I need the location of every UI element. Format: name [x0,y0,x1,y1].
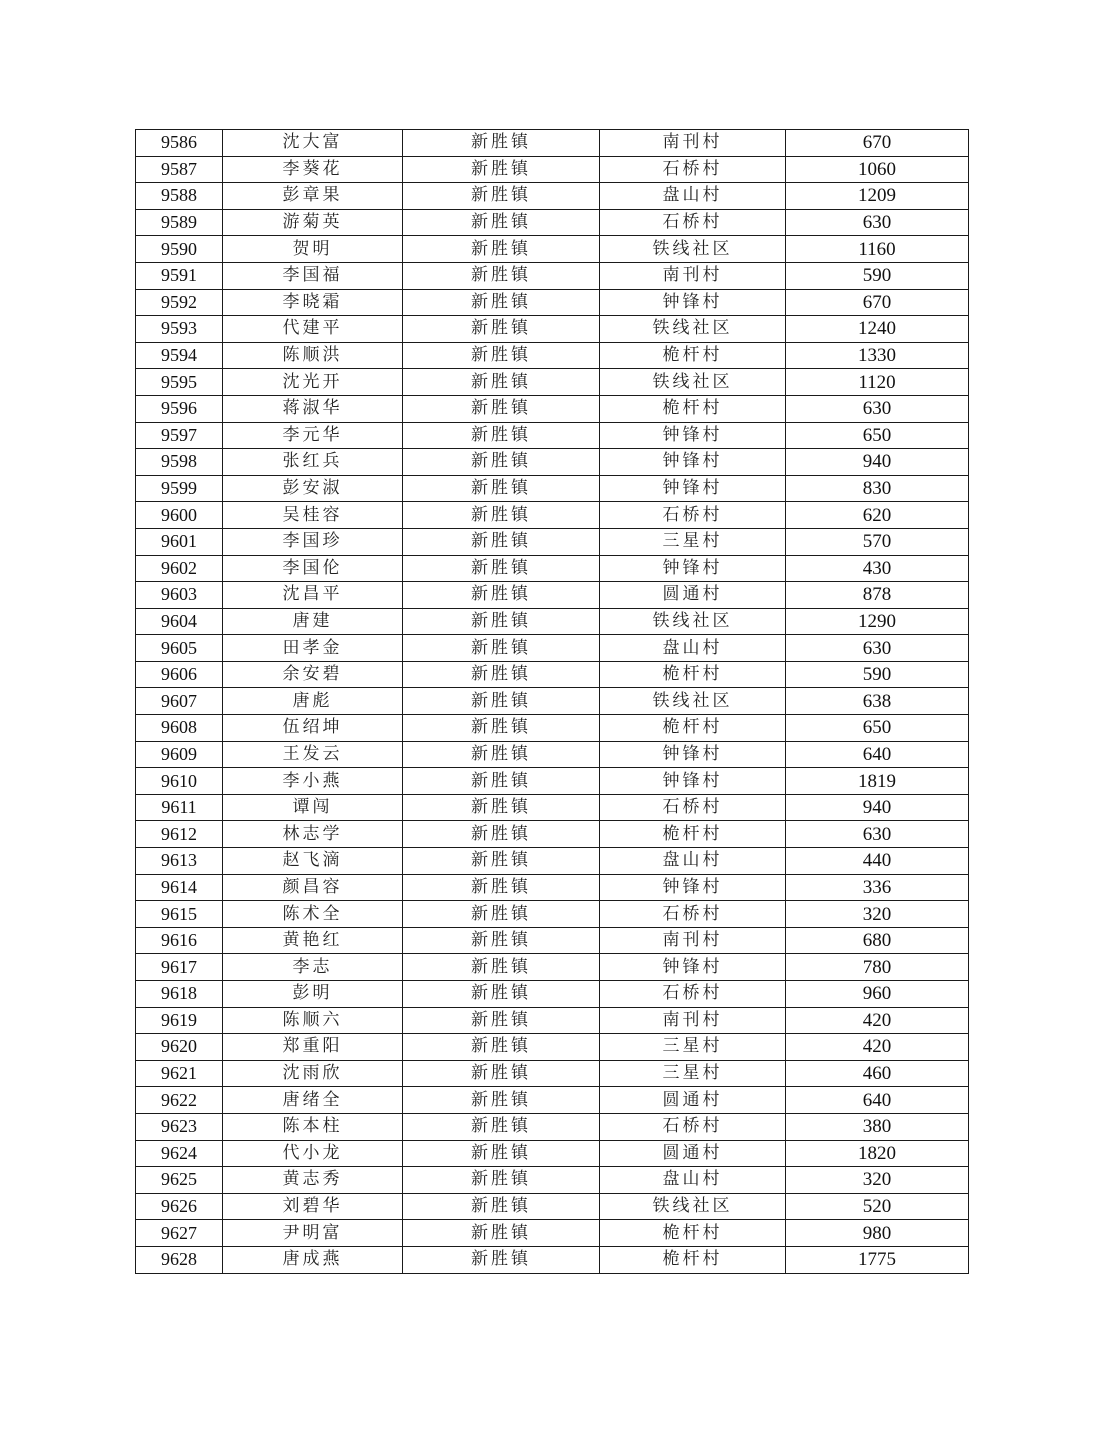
village-cell: 三星村 [600,528,786,555]
village-cell: 石桥村 [600,794,786,821]
serial-number-cell: 9614 [136,874,223,901]
village-cell: 盘山村 [600,183,786,210]
person-name-cell: 尹明富 [223,1220,403,1247]
amount-cell: 590 [786,262,969,289]
roster-table [135,129,969,1274]
table-row [136,475,969,502]
table-row [136,555,969,582]
person-name-cell: 唐绪全 [223,1087,403,1114]
village-cell: 铁线社区 [600,316,786,343]
town-cell: 新胜镇 [403,1140,600,1167]
person-name-cell: 彭章果 [223,183,403,210]
table-row [136,289,969,316]
person-name-cell: 李国伦 [223,555,403,582]
person-name-cell: 沈大富 [223,130,403,157]
serial-number-cell: 9591 [136,262,223,289]
serial-number-cell: 9587 [136,156,223,183]
amount-cell: 980 [786,1220,969,1247]
village-cell: 圆通村 [600,582,786,609]
amount-cell: 570 [786,528,969,555]
amount-cell: 1120 [786,369,969,396]
village-cell: 桅杆村 [600,821,786,848]
table-row [136,395,969,422]
serial-number-cell: 9598 [136,449,223,476]
table-row [136,768,969,795]
serial-number-cell: 9593 [136,316,223,343]
town-cell: 新胜镇 [403,422,600,449]
serial-number-cell: 9623 [136,1113,223,1140]
amount-cell: 380 [786,1113,969,1140]
table-row [136,183,969,210]
amount-cell: 630 [786,209,969,236]
amount-cell: 420 [786,1034,969,1061]
town-cell: 新胜镇 [403,688,600,715]
person-name-cell: 陈本柱 [223,1113,403,1140]
table-row [136,715,969,742]
person-name-cell: 沈雨欣 [223,1060,403,1087]
town-cell: 新胜镇 [403,1007,600,1034]
village-cell: 石桥村 [600,1113,786,1140]
amount-cell: 640 [786,1087,969,1114]
town-cell: 新胜镇 [403,715,600,742]
table-row [136,901,969,928]
table-row [136,608,969,635]
village-cell: 钟锋村 [600,289,786,316]
town-cell: 新胜镇 [403,183,600,210]
town-cell: 新胜镇 [403,1220,600,1247]
serial-number-cell: 9618 [136,981,223,1008]
serial-number-cell: 9589 [136,209,223,236]
amount-cell: 320 [786,1167,969,1194]
serial-number-cell: 9622 [136,1087,223,1114]
village-cell: 三星村 [600,1034,786,1061]
village-cell: 铁线社区 [600,1193,786,1220]
roster-table-body [136,130,969,1274]
village-cell: 桅杆村 [600,395,786,422]
table-row [136,1034,969,1061]
person-name-cell: 李国福 [223,262,403,289]
serial-number-cell: 9596 [136,395,223,422]
table-row [136,1113,969,1140]
person-name-cell: 陈顺洪 [223,342,403,369]
amount-cell: 630 [786,821,969,848]
serial-number-cell: 9606 [136,661,223,688]
amount-cell: 1060 [786,156,969,183]
village-cell: 南刊村 [600,130,786,157]
person-name-cell: 颜昌容 [223,874,403,901]
person-name-cell: 余安碧 [223,661,403,688]
town-cell: 新胜镇 [403,156,600,183]
town-cell: 新胜镇 [403,1193,600,1220]
amount-cell: 440 [786,848,969,875]
person-name-cell: 李葵花 [223,156,403,183]
village-cell: 南刊村 [600,1007,786,1034]
village-cell: 石桥村 [600,209,786,236]
town-cell: 新胜镇 [403,981,600,1008]
village-cell: 桅杆村 [600,1220,786,1247]
village-cell: 钟锋村 [600,422,786,449]
town-cell: 新胜镇 [403,316,600,343]
serial-number-cell: 9586 [136,130,223,157]
village-cell: 南刊村 [600,927,786,954]
village-cell: 石桥村 [600,981,786,1008]
amount-cell: 1160 [786,236,969,263]
amount-cell: 650 [786,715,969,742]
village-cell: 盘山村 [600,848,786,875]
table-row [136,209,969,236]
table-row [136,156,969,183]
village-cell: 钟锋村 [600,954,786,981]
town-cell: 新胜镇 [403,927,600,954]
person-name-cell: 唐彪 [223,688,403,715]
serial-number-cell: 9599 [136,475,223,502]
table-row [136,688,969,715]
village-cell: 钟锋村 [600,768,786,795]
village-cell: 钟锋村 [600,741,786,768]
serial-number-cell: 9617 [136,954,223,981]
village-cell: 石桥村 [600,502,786,529]
town-cell: 新胜镇 [403,661,600,688]
serial-number-cell: 9619 [136,1007,223,1034]
town-cell: 新胜镇 [403,954,600,981]
town-cell: 新胜镇 [403,582,600,609]
village-cell: 盘山村 [600,635,786,662]
amount-cell: 680 [786,927,969,954]
amount-cell: 590 [786,661,969,688]
town-cell: 新胜镇 [403,635,600,662]
amount-cell: 1820 [786,1140,969,1167]
town-cell: 新胜镇 [403,395,600,422]
town-cell: 新胜镇 [403,794,600,821]
table-row [136,449,969,476]
person-name-cell: 刘碧华 [223,1193,403,1220]
serial-number-cell: 9609 [136,741,223,768]
serial-number-cell: 9588 [136,183,223,210]
person-name-cell: 吴桂容 [223,502,403,529]
town-cell: 新胜镇 [403,1060,600,1087]
person-name-cell: 赵飞滴 [223,848,403,875]
person-name-cell: 王发云 [223,741,403,768]
table-row [136,981,969,1008]
person-name-cell: 李晓霜 [223,289,403,316]
table-row [136,1087,969,1114]
amount-cell: 620 [786,502,969,529]
town-cell: 新胜镇 [403,1087,600,1114]
table-row [136,369,969,396]
serial-number-cell: 9595 [136,369,223,396]
village-cell: 圆通村 [600,1087,786,1114]
table-row [136,1007,969,1034]
serial-number-cell: 9613 [136,848,223,875]
town-cell: 新胜镇 [403,768,600,795]
amount-cell: 830 [786,475,969,502]
table-row [136,422,969,449]
serial-number-cell: 9612 [136,821,223,848]
village-cell: 铁线社区 [600,608,786,635]
table-row [136,821,969,848]
town-cell: 新胜镇 [403,502,600,529]
amount-cell: 1290 [786,608,969,635]
person-name-cell: 黄艳红 [223,927,403,954]
table-row [136,1167,969,1194]
serial-number-cell: 9601 [136,528,223,555]
serial-number-cell: 9621 [136,1060,223,1087]
amount-cell: 940 [786,794,969,821]
table-row [136,502,969,529]
serial-number-cell: 9628 [136,1246,223,1273]
person-name-cell: 游菊英 [223,209,403,236]
serial-number-cell: 9594 [136,342,223,369]
table-row [136,316,969,343]
village-cell: 铁线社区 [600,369,786,396]
serial-number-cell: 9603 [136,582,223,609]
person-name-cell: 沈光开 [223,369,403,396]
person-name-cell: 伍绍坤 [223,715,403,742]
table-row [136,635,969,662]
table-row [136,741,969,768]
amount-cell: 878 [786,582,969,609]
amount-cell: 1209 [786,183,969,210]
table-row [136,262,969,289]
table-row [136,1193,969,1220]
table-row [136,236,969,263]
table-row [136,1060,969,1087]
person-name-cell: 贺明 [223,236,403,263]
town-cell: 新胜镇 [403,130,600,157]
person-name-cell: 陈顺六 [223,1007,403,1034]
village-cell: 桅杆村 [600,661,786,688]
person-name-cell: 李志 [223,954,403,981]
town-cell: 新胜镇 [403,209,600,236]
person-name-cell: 唐成燕 [223,1246,403,1273]
serial-number-cell: 9624 [136,1140,223,1167]
town-cell: 新胜镇 [403,369,600,396]
amount-cell: 670 [786,130,969,157]
town-cell: 新胜镇 [403,342,600,369]
village-cell: 铁线社区 [600,236,786,263]
village-cell: 石桥村 [600,901,786,928]
serial-number-cell: 9605 [136,635,223,662]
serial-number-cell: 9620 [136,1034,223,1061]
person-name-cell: 沈昌平 [223,582,403,609]
table-row [136,342,969,369]
town-cell: 新胜镇 [403,1034,600,1061]
amount-cell: 430 [786,555,969,582]
person-name-cell: 代建平 [223,316,403,343]
person-name-cell: 郑重阳 [223,1034,403,1061]
village-cell: 圆通村 [600,1140,786,1167]
village-cell: 桅杆村 [600,342,786,369]
person-name-cell: 田孝金 [223,635,403,662]
amount-cell: 336 [786,874,969,901]
amount-cell: 1819 [786,768,969,795]
serial-number-cell: 9604 [136,608,223,635]
town-cell: 新胜镇 [403,528,600,555]
town-cell: 新胜镇 [403,236,600,263]
village-cell: 石桥村 [600,156,786,183]
person-name-cell: 唐建 [223,608,403,635]
amount-cell: 960 [786,981,969,1008]
town-cell: 新胜镇 [403,475,600,502]
village-cell: 钟锋村 [600,874,786,901]
town-cell: 新胜镇 [403,1113,600,1140]
table-row [136,1140,969,1167]
amount-cell: 650 [786,422,969,449]
serial-number-cell: 9616 [136,927,223,954]
amount-cell: 670 [786,289,969,316]
serial-number-cell: 9597 [136,422,223,449]
person-name-cell: 彭明 [223,981,403,1008]
amount-cell: 420 [786,1007,969,1034]
town-cell: 新胜镇 [403,555,600,582]
person-name-cell: 陈术全 [223,901,403,928]
table-row [136,1220,969,1247]
table-row [136,582,969,609]
village-cell: 南刊村 [600,262,786,289]
person-name-cell: 代小龙 [223,1140,403,1167]
village-cell: 盘山村 [600,1167,786,1194]
amount-cell: 1775 [786,1246,969,1273]
serial-number-cell: 9610 [136,768,223,795]
amount-cell: 520 [786,1193,969,1220]
person-name-cell: 谭闯 [223,794,403,821]
person-name-cell: 蒋淑华 [223,395,403,422]
person-name-cell: 李国珍 [223,528,403,555]
town-cell: 新胜镇 [403,608,600,635]
town-cell: 新胜镇 [403,848,600,875]
amount-cell: 640 [786,741,969,768]
village-cell: 钟锋村 [600,449,786,476]
town-cell: 新胜镇 [403,262,600,289]
serial-number-cell: 9615 [136,901,223,928]
amount-cell: 630 [786,635,969,662]
serial-number-cell: 9611 [136,794,223,821]
amount-cell: 1330 [786,342,969,369]
serial-number-cell: 9627 [136,1220,223,1247]
amount-cell: 1240 [786,316,969,343]
serial-number-cell: 9602 [136,555,223,582]
table-row [136,130,969,157]
town-cell: 新胜镇 [403,289,600,316]
table-row [136,927,969,954]
person-name-cell: 张红兵 [223,449,403,476]
serial-number-cell: 9590 [136,236,223,263]
village-cell: 桅杆村 [600,1246,786,1273]
serial-number-cell: 9607 [136,688,223,715]
town-cell: 新胜镇 [403,901,600,928]
table-row [136,1246,969,1273]
table-row [136,874,969,901]
town-cell: 新胜镇 [403,1167,600,1194]
table-row [136,848,969,875]
town-cell: 新胜镇 [403,449,600,476]
serial-number-cell: 9592 [136,289,223,316]
town-cell: 新胜镇 [403,821,600,848]
village-cell: 桅杆村 [600,715,786,742]
person-name-cell: 李元华 [223,422,403,449]
amount-cell: 780 [786,954,969,981]
serial-number-cell: 9625 [136,1167,223,1194]
person-name-cell: 林志学 [223,821,403,848]
person-name-cell: 李小燕 [223,768,403,795]
amount-cell: 630 [786,395,969,422]
amount-cell: 638 [786,688,969,715]
serial-number-cell: 9626 [136,1193,223,1220]
town-cell: 新胜镇 [403,1246,600,1273]
town-cell: 新胜镇 [403,874,600,901]
table-row [136,528,969,555]
serial-number-cell: 9600 [136,502,223,529]
village-cell: 铁线社区 [600,688,786,715]
table-row [136,661,969,688]
table-row [136,954,969,981]
person-name-cell: 黄志秀 [223,1167,403,1194]
village-cell: 三星村 [600,1060,786,1087]
village-cell: 钟锋村 [600,555,786,582]
person-name-cell: 彭安淑 [223,475,403,502]
village-cell: 钟锋村 [600,475,786,502]
amount-cell: 940 [786,449,969,476]
town-cell: 新胜镇 [403,741,600,768]
amount-cell: 320 [786,901,969,928]
serial-number-cell: 9608 [136,715,223,742]
table-row [136,794,969,821]
amount-cell: 460 [786,1060,969,1087]
